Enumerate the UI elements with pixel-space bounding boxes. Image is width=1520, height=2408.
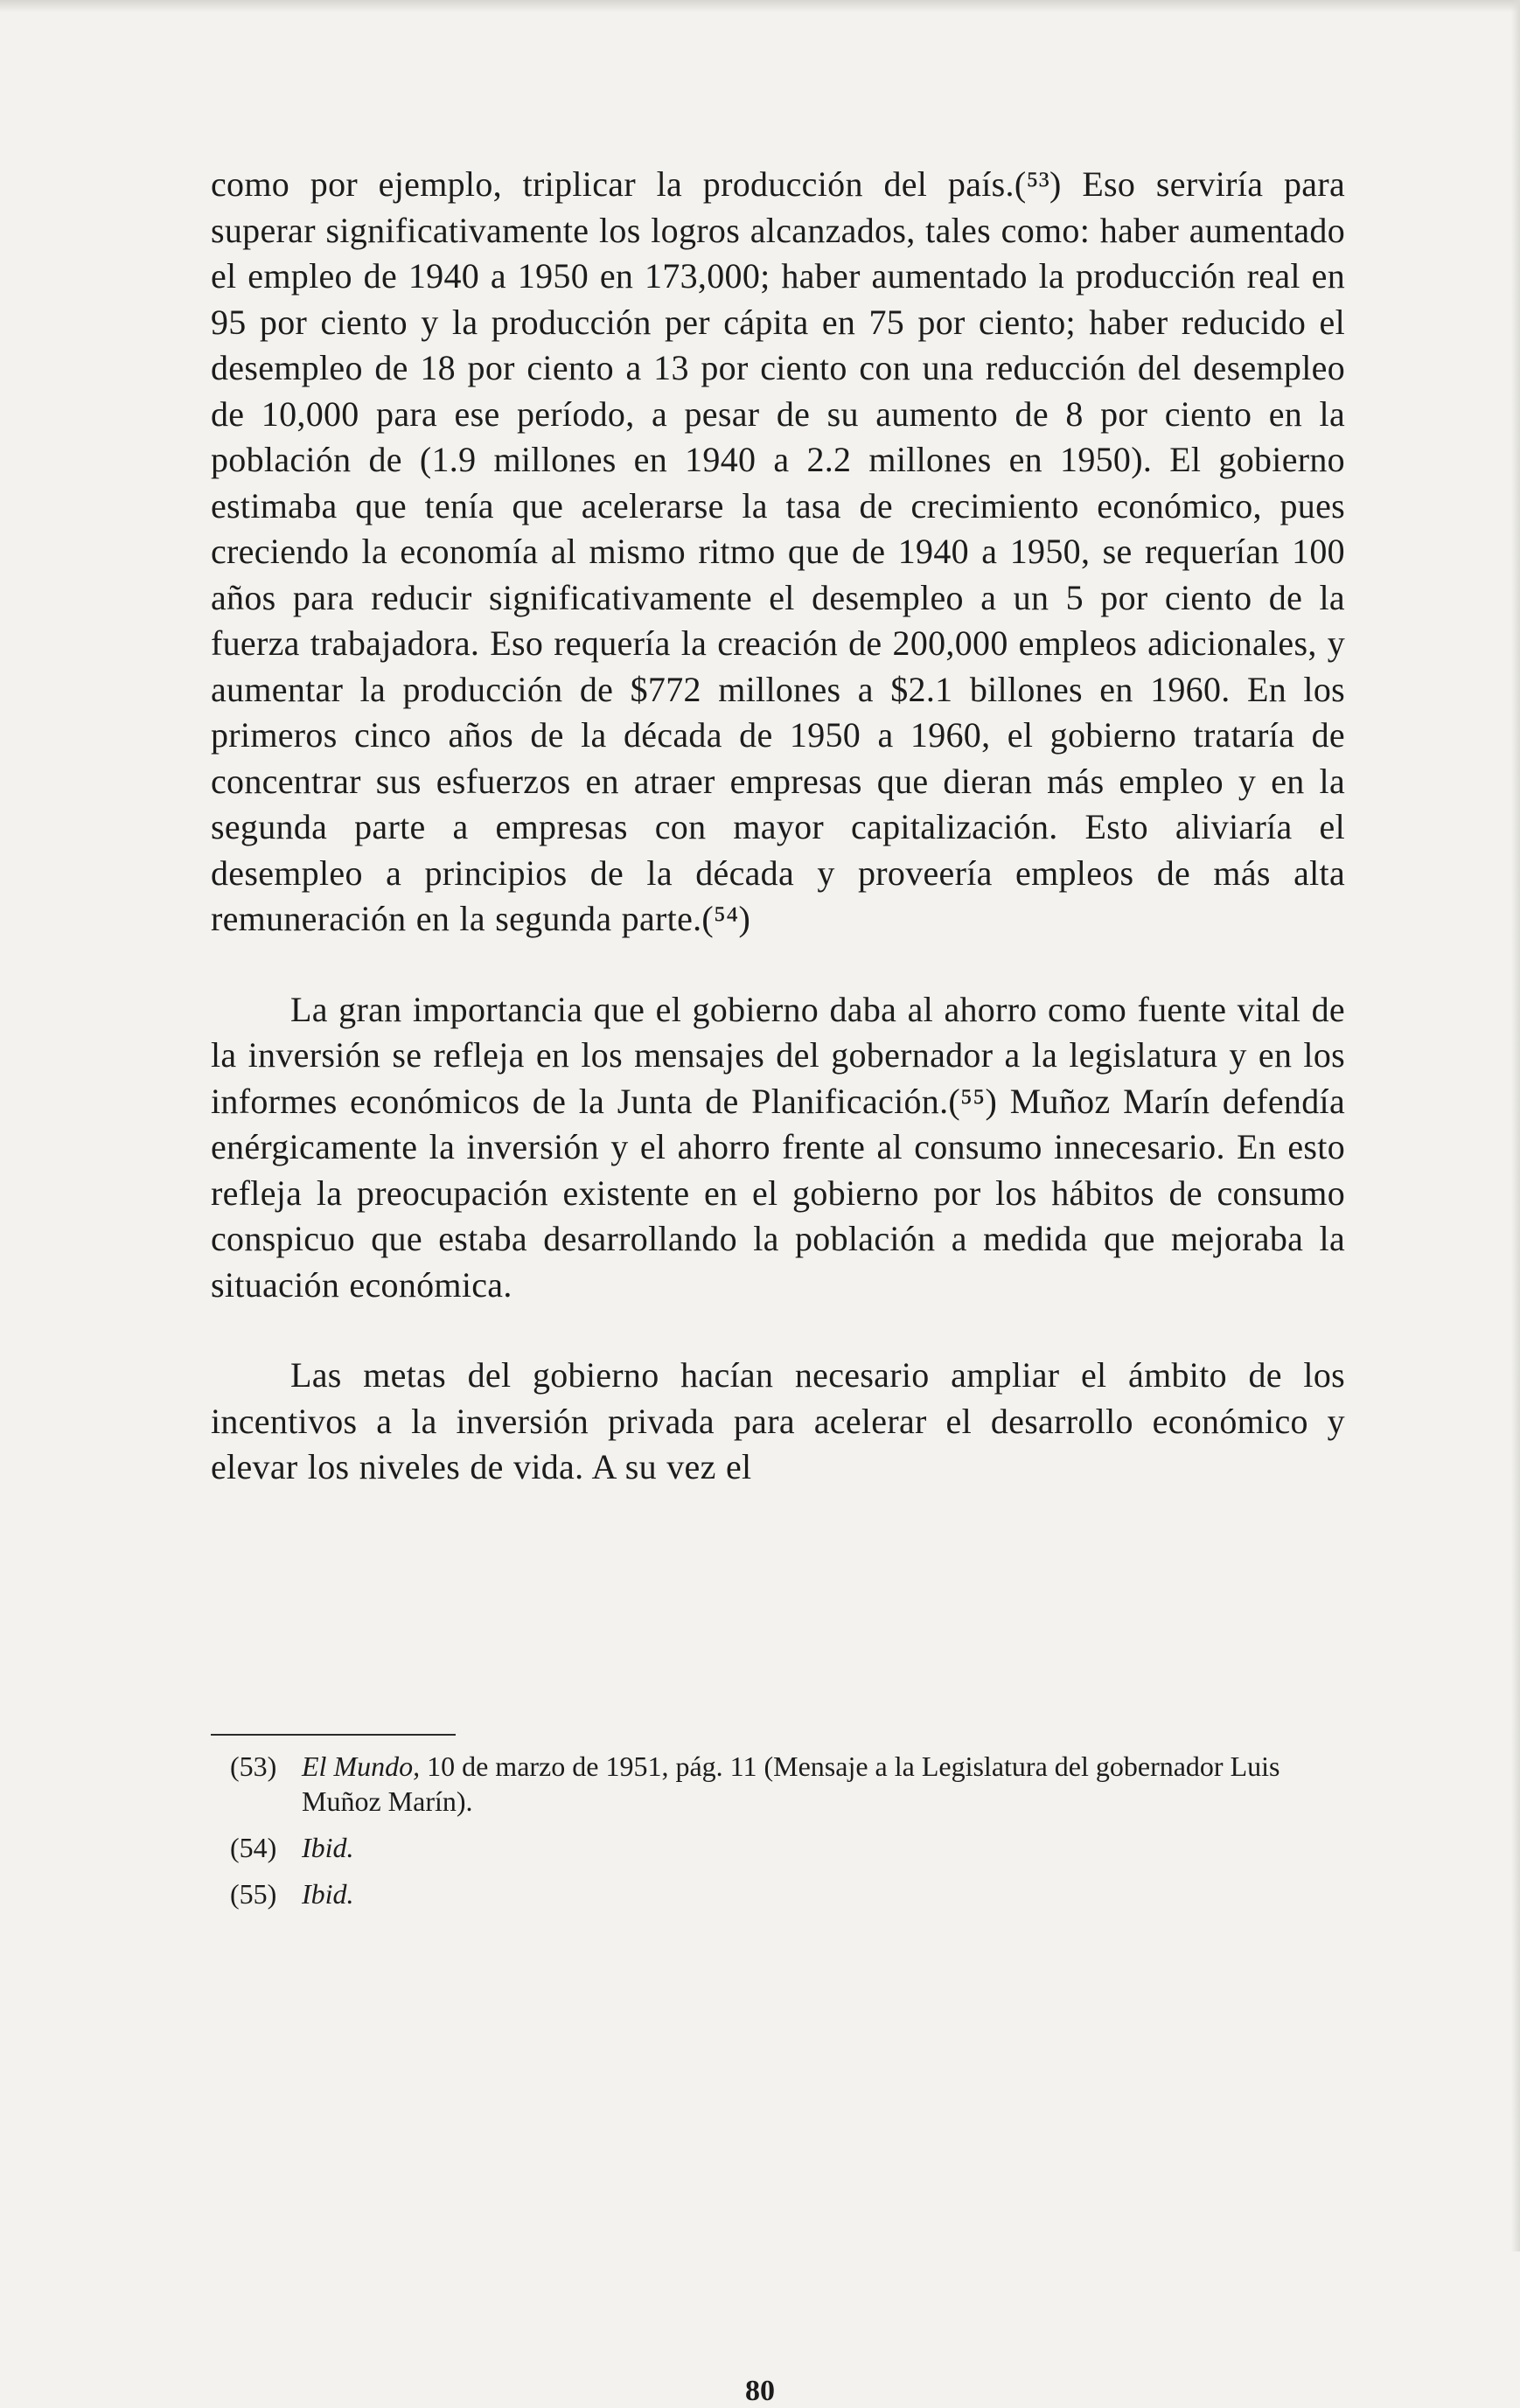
footnote-source-title: El Mundo,	[302, 1750, 421, 1782]
footnote-number: (53)	[230, 1750, 277, 1782]
footnote-separator	[211, 1734, 456, 1736]
footnote-number: (54)	[230, 1832, 277, 1863]
footnote-55	[230, 1876, 1345, 1911]
footnote-text	[302, 1830, 1345, 1865]
paragraph-3: Las metas del gobierno hacían necesario ampliar el ámbito de los incentivos a la inversión privada para acelerar el desarrollo económico y elevar los niveles de vida. A su vez el	[211, 1355, 1345, 1486]
footnote-source-title: Ibid.	[302, 1832, 354, 1863]
page-number: 80	[745, 2375, 775, 2407]
page-right-edge	[1511, 0, 1520, 2251]
footnote-citation: 10 de marzo de 1951, pág. 11 (Mensaje a la Legislatura del gobernador Luis Muñoz Marín).	[302, 1750, 1280, 1817]
footnote-text	[302, 1876, 1345, 1911]
footnote-54	[230, 1830, 1345, 1865]
paragraph-1: como por ejemplo, triplicar la producción del país.(⁵³) Eso serviría para superar significativamente los logros alcanzados, tales como: haber aumentado el empleo de 1940 a 1950 en 173,000; haber aumentado la producción real en 95 por ciento y la producción per cápita en 75 por ciento; haber reducido el desempleo de 18 por ciento a 13 por ciento con una reducción del desempleo de 10,000 para ese período, a pesar de su aumento de 8 por ciento en la población de (1.9 millones en 1940 a 2.2 millones en 1950). El gobierno estimaba que tenía que acelerarse la tasa de crecimiento económico, pues creciendo la economía al mismo ritmo que de 1940 a 1950, se requerían 100 años para reducir significativamente el desempleo a un 5 por ciento de la fuerza trabajadora. Eso requería la creación de 200,000 empleos adicionales, y aumentar la producción de $772 millones a $2.1 billones en 1960. En los primeros cinco años de la década de 1950 a 1960, el gobierno trataría de concentrar sus esfuerzos en atraer empresas que dieran más empleo y en la segunda parte a empresas con mayor capitalización. Esto aliviaría el desempleo a principios de la década y proveería empleos de más alta remuneración en la segunda parte.(⁵⁴)	[211, 164, 1345, 938]
footnotes	[230, 1749, 1345, 1923]
footnote-number: (55)	[230, 1878, 277, 1910]
paragraph-2: La gran importancia que el gobierno daba al ahorro como fuente vital de la inversión se refleja en los mensajes del gobernador a la legislatura y en los informes económicos de la Junta de Planificación.(⁵⁵) Muñoz Marín defendía enérgicamente la inversión y el ahorro frente al consumo innecesario. En esto refleja la preocupación existente en el gobierno por los hábitos de consumo conspicuo que estaba desarrollando la población a medida que mejoraba la situación económica.	[211, 989, 1345, 1305]
page-top-shadow	[0, 0, 1520, 12]
footnote-text	[302, 1749, 1345, 1819]
footnote-53	[230, 1749, 1345, 1819]
body-text	[211, 162, 1345, 1491]
footnote-source-title: Ibid.	[302, 1878, 354, 1910]
